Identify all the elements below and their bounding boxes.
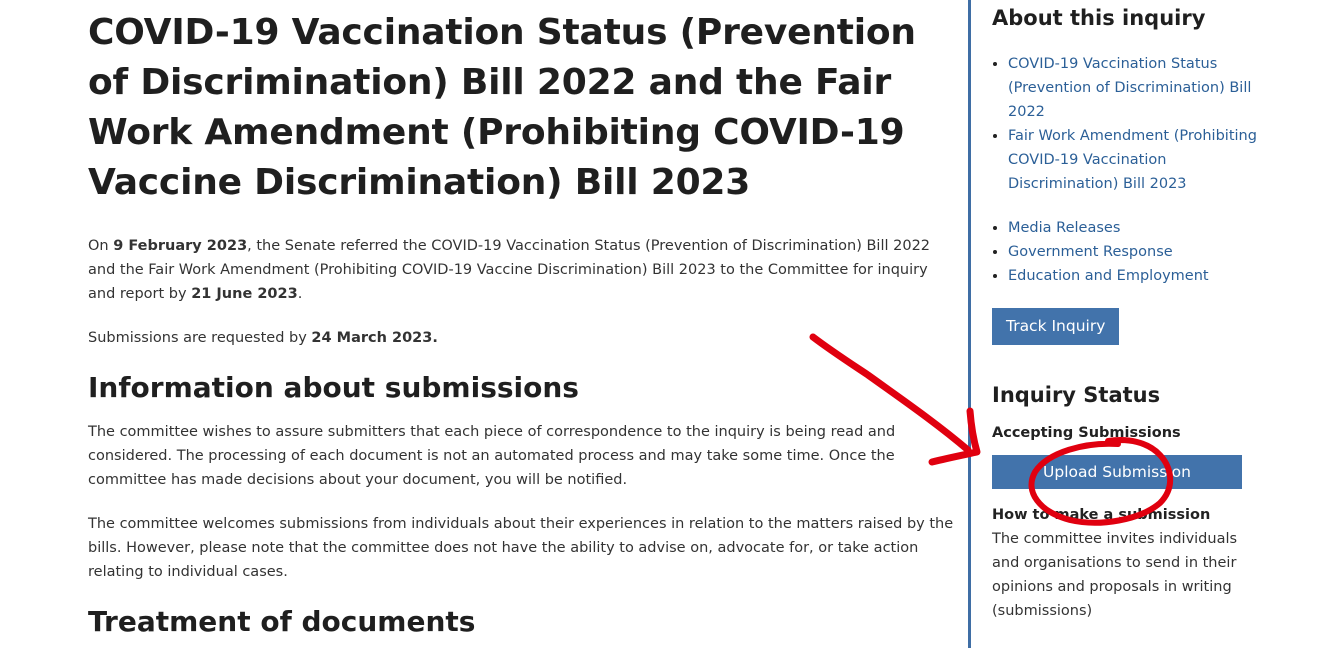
sidebar-divider [968, 0, 971, 648]
upload-submission-button[interactable]: Upload Submission [992, 455, 1242, 489]
deadline-date: 24 March 2023. [311, 330, 438, 346]
howto-text: The committee invites individuals and organisations to send in their opinions and proposals in writing (submissions) [992, 531, 1238, 619]
page-title: COVID-19 Vaccination Status (Prevention of Discrimination) Bill 2022 and the Fair Work Amendment (Prohibiting COVID-19 Vaccine Discrimination) Bill 2023 [88, 12, 916, 203]
report-date: 21 June 2023 [191, 286, 298, 302]
list-item [1008, 216, 1262, 240]
education-employment-link[interactable]: Education and Employment [1008, 268, 1209, 284]
main-content [88, 8, 958, 648]
inquiry-links [992, 216, 1262, 288]
sidebar [992, 4, 1262, 623]
deadline-text: Submissions are requested by [88, 330, 312, 346]
government-response-link[interactable]: Government Response [1008, 244, 1173, 260]
info-paragraph-1: The committee wishes to assure submitters that each piece of correspondence to the inquiry is being read and considered. The processing of each document is not an automated process and may take some time. Once the committee has made decisions about your document, you will be notified. [88, 424, 896, 488]
list-item [1008, 52, 1262, 124]
intro-paragraph [88, 234, 958, 306]
list-item [1008, 124, 1262, 196]
info-paragraph-2: The committee welcomes submissions from individuals about their experiences in relation to the matters raised by the bills. However, please note that the committee does not have the ability to advise on, advocate for, or take action relating to individual cases. [88, 516, 954, 580]
submissions-deadline-paragraph [88, 326, 958, 350]
track-inquiry-button[interactable]: Track Inquiry [992, 308, 1119, 345]
bill-list [992, 52, 1262, 196]
intro-text-2: , the Senate referred the COVID-19 Vaccination Status (Prevention of Discrimination) Bill 2022 and the Fair Work Amendment (Prohibiting COVID-19 Vaccine Discrimination) Bill 2023 to the Committee for inquiry and report by [88, 238, 931, 302]
intro-text-3: . [297, 286, 303, 302]
media-releases-link[interactable]: Media Releases [1008, 220, 1121, 236]
howto-heading: How to make a submission [992, 507, 1211, 523]
list-item [1008, 240, 1262, 264]
about-heading: About this inquiry [992, 6, 1206, 30]
bill-link-fair-work[interactable]: Fair Work Amendment (Prohibiting COVID-19 Vaccination Discrimination) Bill 2023 [1008, 128, 1257, 192]
treatment-heading: Treatment of documents [88, 605, 476, 638]
status-badge: Accepting Submissions [992, 425, 1181, 441]
referral-date: 9 February 2023 [113, 238, 248, 254]
info-heading: Information about submissions [88, 371, 579, 404]
inquiry-status-heading: Inquiry Status [992, 383, 1161, 407]
list-item [1008, 264, 1262, 288]
bill-link-vaccination-status[interactable]: COVID-19 Vaccination Status (Prevention of Discrimination) Bill 2022 [1008, 56, 1252, 120]
intro-text-1: On [88, 238, 114, 254]
